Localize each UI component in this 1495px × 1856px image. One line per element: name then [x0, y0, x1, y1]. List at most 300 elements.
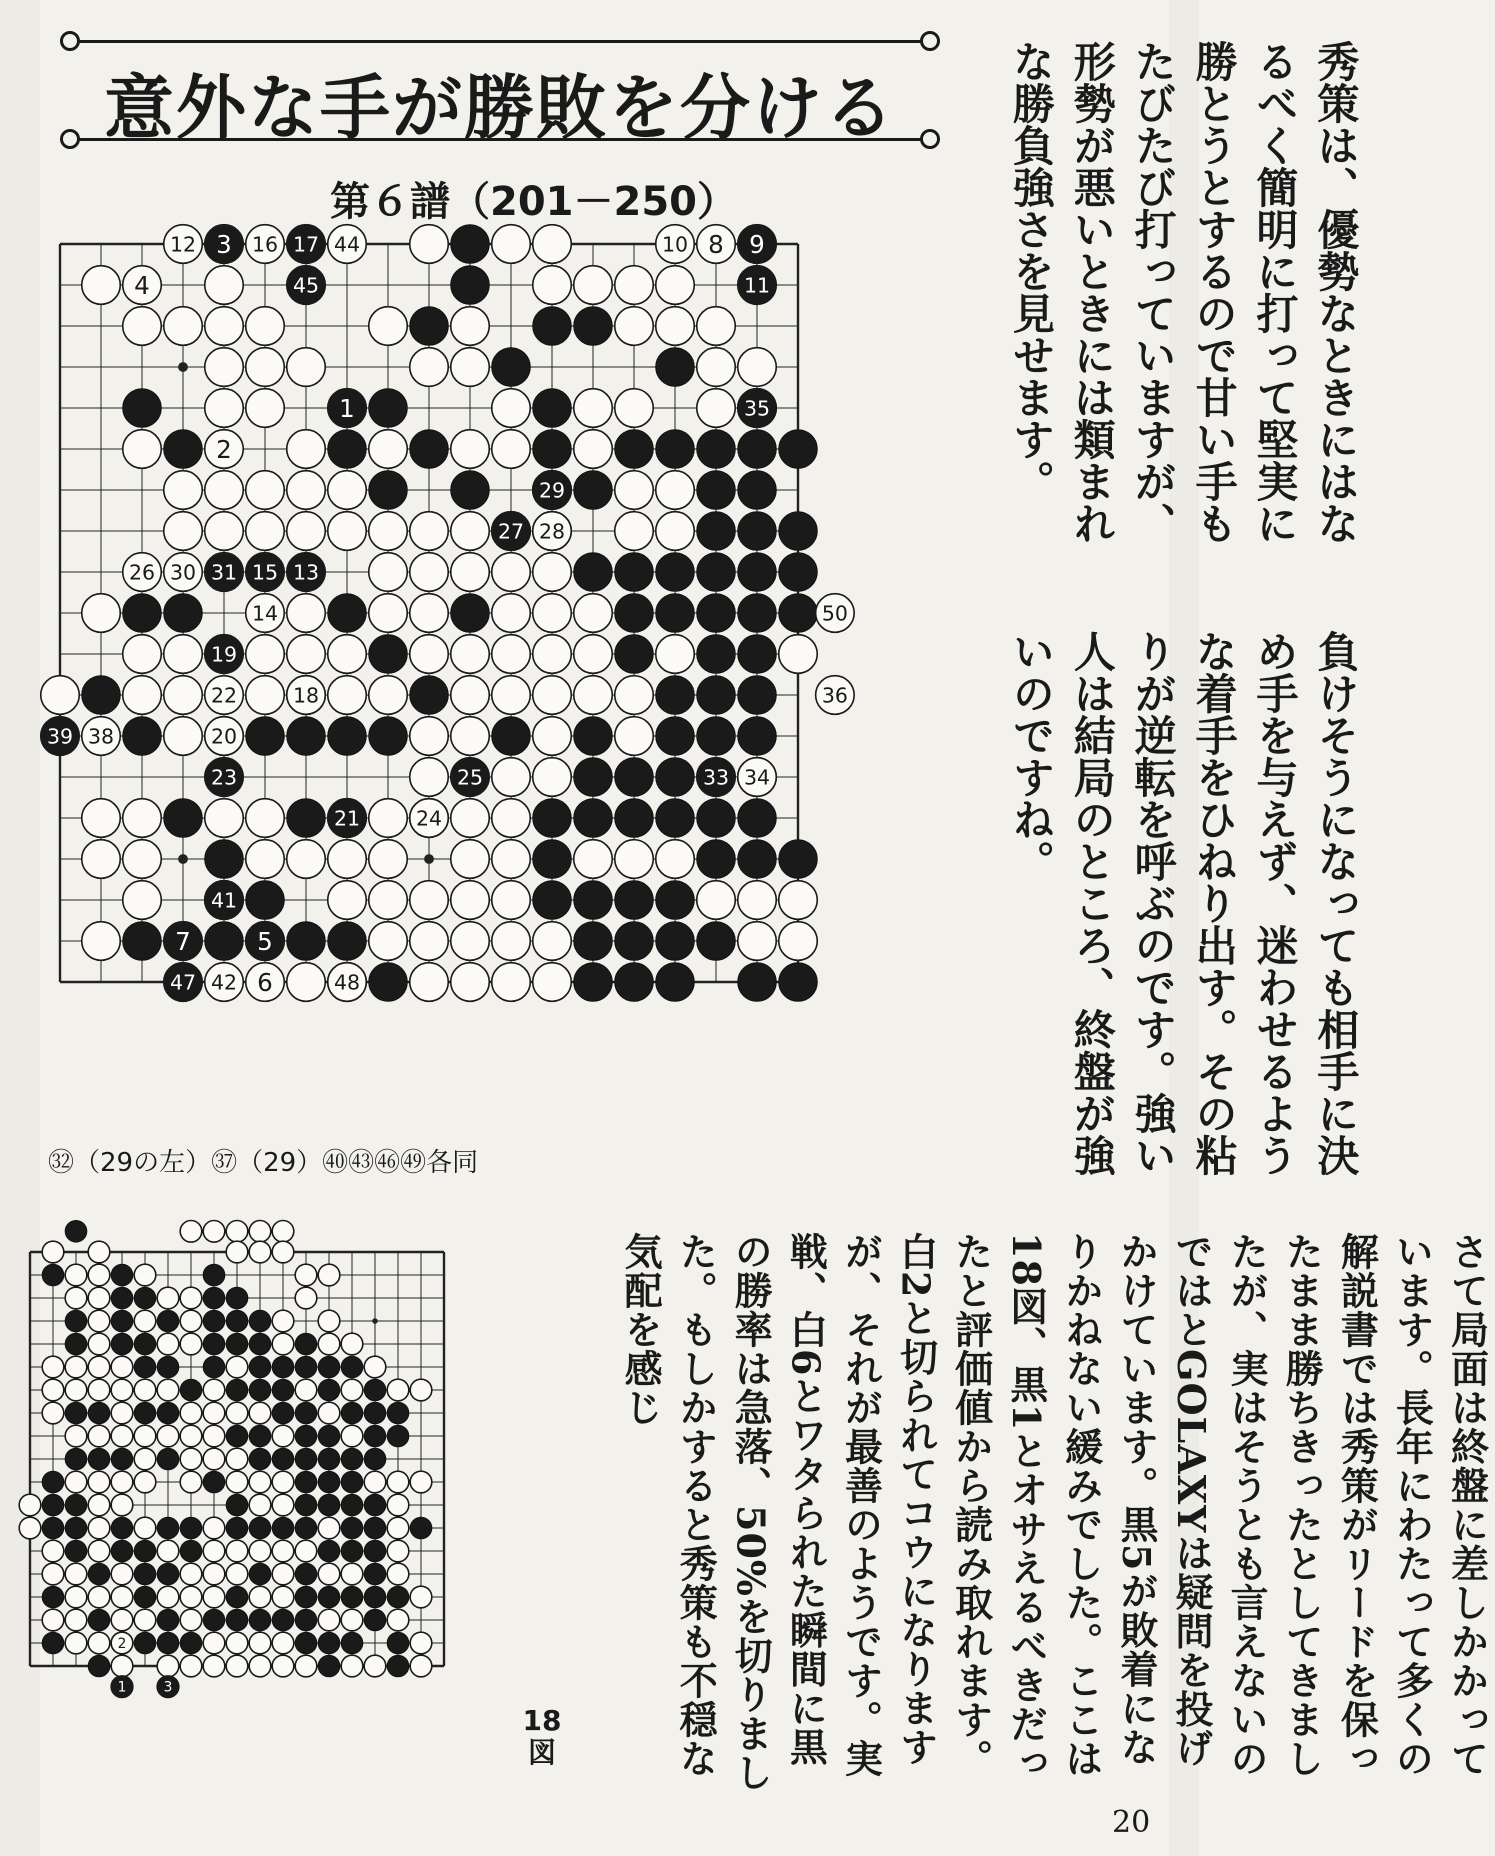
black-stone: [123, 922, 162, 961]
black-stone: [779, 840, 818, 879]
black-stone: [88, 1609, 110, 1631]
white-stone: [180, 1333, 202, 1355]
black-stone: [697, 717, 736, 756]
white-stone: [88, 1425, 110, 1447]
white-stone: [295, 1379, 317, 1401]
move-number-label: 2: [216, 434, 232, 464]
white-stone: [88, 1333, 110, 1355]
white-stone: [226, 1632, 248, 1654]
white-stone: [164, 635, 203, 674]
black-stone: [134, 1356, 156, 1378]
title-rule-top: [74, 40, 926, 43]
white-stone: [410, 225, 449, 264]
white-stone: [111, 1379, 133, 1401]
main-go-board-svg: [30, 222, 950, 1142]
black-stone: [111, 1540, 133, 1562]
white-stone: [157, 1379, 179, 1401]
move-number-label: 4: [134, 270, 150, 300]
black-stone: [697, 635, 736, 674]
white-stone: [738, 881, 777, 920]
white-stone: [249, 1632, 271, 1654]
move-number-label: 3: [216, 229, 232, 259]
white-stone: [697, 881, 736, 920]
white-stone: [203, 1517, 225, 1539]
white-stone: [88, 1494, 110, 1516]
black-stone: [656, 676, 695, 715]
commentary-bottom: さて局面は終盤に差しかかっています。長年にわたって多くの解説書では秀策がリードを保ったまま勝ちきったとしてきましたが、実はそうとも言えないのではとGOLAXYは疑問を投げかけています。黒5が敗着になりかねない緩みでした。ここは18図、黒1とオサえるべきだったと評価値から読み取れます。白2と切られてコウになりますが、それが最善のようです。実戦、白6とワタられた瞬間に黒の勝率は急落、50%を切りました。もしかすると秀策も不穏な気配を感じ: [618, 1232, 1490, 1792]
white-stone: [410, 922, 449, 961]
white-stone: [318, 1563, 340, 1585]
white-stone: [246, 676, 285, 715]
white-stone: [533, 922, 572, 961]
black-stone: [738, 717, 777, 756]
white-stone: [134, 1517, 156, 1539]
white-stone: [410, 594, 449, 633]
white-stone: [779, 881, 818, 920]
black-stone: [779, 963, 818, 1002]
white-stone: [328, 635, 367, 674]
black-stone: [318, 1494, 340, 1516]
black-stone: [451, 594, 490, 633]
black-stone: [295, 1402, 317, 1424]
white-stone: [203, 1448, 225, 1470]
white-stone: [226, 1655, 248, 1677]
white-stone: [88, 1586, 110, 1608]
white-stone: [328, 676, 367, 715]
black-stone: [318, 1425, 340, 1447]
white-stone: [123, 881, 162, 920]
white-stone: [779, 635, 818, 674]
black-stone: [318, 1379, 340, 1401]
black-stone: [226, 1310, 248, 1332]
black-stone: [574, 717, 613, 756]
white-stone: [65, 1379, 87, 1401]
white-stone: [369, 307, 408, 346]
black-stone: [328, 594, 367, 633]
black-stone: [738, 963, 777, 1002]
move-number-label: 31: [210, 560, 238, 585]
black-stone: [287, 799, 326, 838]
black-stone: [369, 963, 408, 1002]
white-stone: [451, 553, 490, 592]
white-stone: [341, 1655, 363, 1677]
black-stone: [272, 1379, 294, 1401]
black-stone: [328, 922, 367, 961]
black-stone: [318, 1471, 340, 1493]
black-stone: [369, 635, 408, 674]
white-stone: [205, 348, 244, 387]
black-stone: [180, 1517, 202, 1539]
white-stone: [328, 471, 367, 510]
white-stone: [246, 840, 285, 879]
black-stone: [451, 471, 490, 510]
black-stone: [341, 1586, 363, 1608]
white-stone: [533, 676, 572, 715]
white-stone: [615, 840, 654, 879]
move-number-label: 15: [251, 560, 279, 585]
black-stone: [697, 799, 736, 838]
white-stone: [82, 594, 121, 633]
white-stone: [318, 1310, 340, 1332]
white-stone: [272, 1425, 294, 1447]
black-stone: [111, 1448, 133, 1470]
white-stone: [574, 389, 613, 428]
stones: [19, 1220, 432, 1697]
white-stone: [246, 799, 285, 838]
black-stone: [111, 1264, 133, 1286]
figure-label-number: 18: [522, 1704, 562, 1737]
white-stone: [295, 1540, 317, 1562]
white-stone: [451, 922, 490, 961]
white-stone: [369, 430, 408, 469]
black-stone: [341, 1402, 363, 1424]
black-stone: [369, 471, 408, 510]
move-number-label: 18: [292, 683, 320, 708]
white-stone: [387, 1471, 409, 1493]
white-stone: [180, 1448, 202, 1470]
white-stone: [134, 1609, 156, 1631]
black-stone: [615, 963, 654, 1002]
white-stone: [451, 676, 490, 715]
black-stone: [451, 225, 490, 264]
white-stone: [492, 553, 531, 592]
black-stone: [697, 512, 736, 551]
white-stone: [111, 1356, 133, 1378]
black-stone: [364, 1563, 386, 1585]
black-stone: [533, 430, 572, 469]
white-stone: [287, 430, 326, 469]
black-stone: [180, 1540, 202, 1562]
white-stone: [249, 1586, 271, 1608]
white-stone: [42, 1540, 64, 1562]
move-number-label: 12: [169, 232, 197, 257]
white-stone: [111, 1425, 133, 1447]
white-stone: [387, 1494, 409, 1516]
black-stone: [134, 1402, 156, 1424]
black-stone: [226, 1609, 248, 1631]
black-stone: [157, 1310, 179, 1332]
black-stone: [295, 1448, 317, 1470]
black-stone: [249, 1356, 271, 1378]
white-stone: [492, 881, 531, 920]
black-stone: [203, 1310, 225, 1332]
black-stone: [65, 1220, 87, 1242]
black-stone: [318, 1356, 340, 1378]
black-stone: [656, 922, 695, 961]
white-stone: [42, 1609, 64, 1631]
white-stone: [410, 717, 449, 756]
black-stone: [123, 594, 162, 633]
white-stone: [205, 799, 244, 838]
black-stone: [203, 1264, 225, 1286]
black-stone: [387, 1425, 409, 1447]
black-stone: [295, 1425, 317, 1447]
move-number-label: 29: [538, 478, 566, 503]
black-stone: [656, 348, 695, 387]
white-stone: [226, 1540, 248, 1562]
white-stone: [410, 758, 449, 797]
black-stone: [65, 1540, 87, 1562]
black-stone: [249, 1379, 271, 1401]
white-stone: [205, 307, 244, 346]
white-stone: [738, 922, 777, 961]
black-stone: [738, 553, 777, 592]
white-stone: [88, 1287, 110, 1309]
white-stone: [180, 1471, 202, 1493]
black-stone: [226, 1517, 248, 1539]
white-stone: [615, 307, 654, 346]
black-stone: [364, 1586, 386, 1608]
white-stone: [533, 266, 572, 305]
white-stone: [295, 1655, 317, 1677]
white-stone: [180, 1310, 202, 1332]
black-stone: [738, 471, 777, 510]
white-stone: [134, 1471, 156, 1493]
black-stone: [65, 1402, 87, 1424]
white-stone: [203, 1540, 225, 1562]
white-stone: [82, 266, 121, 305]
figure-18-go-board: [6, 1210, 526, 1740]
white-stone: [410, 512, 449, 551]
white-stone: [65, 1586, 87, 1608]
white-stone: [287, 471, 326, 510]
move-number-label: 10: [661, 232, 689, 257]
black-stone: [157, 1563, 179, 1585]
black-stone: [615, 430, 654, 469]
white-stone: [164, 676, 203, 715]
white-stone: [318, 1517, 340, 1539]
white-stone: [246, 348, 285, 387]
white-stone: [111, 1655, 133, 1677]
white-stone: [65, 1609, 87, 1631]
white-stone: [410, 553, 449, 592]
black-stone: [656, 553, 695, 592]
move-number-label: 19: [210, 642, 238, 667]
white-stone: [88, 1517, 110, 1539]
white-stone: [287, 840, 326, 879]
black-stone: [574, 881, 613, 920]
black-stone: [615, 881, 654, 920]
white-stone: [369, 799, 408, 838]
title-ornament-ring: [60, 31, 80, 51]
black-stone: [249, 1448, 271, 1470]
white-stone: [41, 676, 80, 715]
black-stone: [111, 1287, 133, 1309]
black-stone: [203, 1333, 225, 1355]
white-stone: [615, 266, 654, 305]
black-stone: [615, 635, 654, 674]
black-stone: [134, 1563, 156, 1585]
white-stone: [203, 1586, 225, 1608]
white-stone: [492, 963, 531, 1002]
black-stone: [88, 1402, 110, 1424]
white-stone: [410, 1655, 432, 1677]
white-stone: [249, 1471, 271, 1493]
black-stone: [42, 1586, 64, 1608]
white-stone: [656, 266, 695, 305]
white-stone: [123, 676, 162, 715]
move-number-label: 24: [415, 806, 443, 831]
star-point: [424, 854, 434, 864]
black-stone: [574, 922, 613, 961]
white-stone: [272, 1655, 294, 1677]
white-stone: [287, 512, 326, 551]
white-stone: [318, 1402, 340, 1424]
black-stone: [369, 389, 408, 428]
white-stone: [180, 1563, 202, 1585]
black-stone: [364, 1448, 386, 1470]
white-stone: [410, 1586, 432, 1608]
move-number-label: 36: [821, 683, 848, 708]
white-stone: [88, 1356, 110, 1378]
black-stone: [410, 676, 449, 715]
black-stone: [249, 1425, 271, 1447]
black-stone: [318, 1586, 340, 1608]
white-stone: [287, 635, 326, 674]
white-stone: [157, 1287, 179, 1309]
white-stone: [410, 635, 449, 674]
white-stone: [656, 635, 695, 674]
white-stone: [82, 840, 121, 879]
black-stone: [656, 881, 695, 920]
white-stone: [111, 1586, 133, 1608]
white-stone: [246, 307, 285, 346]
black-stone: [364, 1402, 386, 1424]
move-number-label: 27: [497, 519, 525, 544]
black-stone: [157, 1356, 179, 1378]
white-stone: [341, 1563, 363, 1585]
white-stone: [111, 1563, 133, 1585]
figure-18-go-board-svg: [6, 1210, 526, 1740]
black-stone: [295, 1609, 317, 1631]
white-stone: [272, 1540, 294, 1562]
black-stone: [364, 1540, 386, 1562]
white-stone: [164, 307, 203, 346]
white-stone: [164, 512, 203, 551]
black-stone: [697, 430, 736, 469]
white-stone: [65, 1632, 87, 1654]
black-stone: [533, 799, 572, 838]
white-stone: [451, 799, 490, 838]
black-stone: [533, 389, 572, 428]
white-stone: [246, 471, 285, 510]
black-stone: [157, 1448, 179, 1470]
white-stone: [226, 1402, 248, 1424]
black-stone: [164, 430, 203, 469]
white-stone: [492, 594, 531, 633]
black-stone: [492, 717, 531, 756]
black-stone: [123, 389, 162, 428]
white-stone: [533, 553, 572, 592]
move-number-label: 13: [292, 560, 320, 585]
move-number-label: 1: [339, 393, 355, 423]
black-stone: [364, 1379, 386, 1401]
black-stone: [656, 430, 695, 469]
white-stone: [246, 389, 285, 428]
white-stone: [180, 1425, 202, 1447]
white-stone: [65, 1563, 87, 1585]
white-stone: [615, 676, 654, 715]
move-number-label: 23: [210, 765, 238, 790]
black-stone: [180, 1379, 202, 1401]
title-frame: [60, 30, 940, 150]
white-stone: [410, 881, 449, 920]
white-stone: [134, 1264, 156, 1286]
page-title: 意外な手が勝敗を分ける: [104, 67, 896, 149]
black-stone: [533, 307, 572, 346]
black-stone: [574, 307, 613, 346]
black-stone: [364, 1609, 386, 1631]
black-stone: [656, 963, 695, 1002]
black-stone: [738, 676, 777, 715]
black-stone: [295, 1471, 317, 1493]
black-stone: [387, 1655, 409, 1677]
move-number-label: 30: [169, 560, 197, 585]
white-stone: [451, 635, 490, 674]
white-stone: [205, 512, 244, 551]
black-stone: [287, 717, 326, 756]
white-stone: [123, 430, 162, 469]
move-number-label: 42: [210, 970, 238, 995]
move-number-label: 2: [117, 1635, 127, 1652]
white-stone: [369, 594, 408, 633]
black-stone: [226, 1379, 248, 1401]
move-number-label: 11: [743, 273, 771, 298]
black-stone: [203, 1609, 225, 1631]
black-stone: [779, 553, 818, 592]
black-stone: [779, 594, 818, 633]
white-stone: [287, 348, 326, 387]
black-stone: [65, 1494, 87, 1516]
black-stone: [82, 676, 121, 715]
white-stone: [451, 307, 490, 346]
white-stone: [111, 1494, 133, 1516]
black-stone: [205, 840, 244, 879]
white-stone: [123, 799, 162, 838]
white-stone: [164, 471, 203, 510]
move-number-label: 20: [210, 724, 238, 749]
star-point: [372, 1318, 378, 1324]
black-stone: [205, 922, 244, 961]
black-stone: [42, 1264, 64, 1286]
black-stone: [42, 1471, 64, 1493]
white-stone: [226, 1448, 248, 1470]
white-stone: [369, 922, 408, 961]
white-stone: [157, 1586, 179, 1608]
white-stone: [19, 1517, 41, 1539]
black-stone: [656, 758, 695, 797]
move-number-label: 48: [333, 970, 361, 995]
black-stone: [451, 266, 490, 305]
white-stone: [246, 635, 285, 674]
white-stone: [738, 348, 777, 387]
white-stone: [615, 389, 654, 428]
black-stone: [246, 717, 285, 756]
white-stone: [387, 1540, 409, 1562]
black-stone: [65, 1333, 87, 1355]
black-stone: [226, 1494, 248, 1516]
white-stone: [656, 307, 695, 346]
white-stone: [249, 1540, 271, 1562]
black-stone: [779, 430, 818, 469]
black-stone: [272, 1448, 294, 1470]
white-stone: [203, 1632, 225, 1654]
white-stone: [157, 1655, 179, 1677]
move-number-label: 41: [210, 888, 238, 913]
white-stone: [341, 1609, 363, 1631]
move-number-label: 25: [456, 765, 484, 790]
white-stone: [451, 430, 490, 469]
